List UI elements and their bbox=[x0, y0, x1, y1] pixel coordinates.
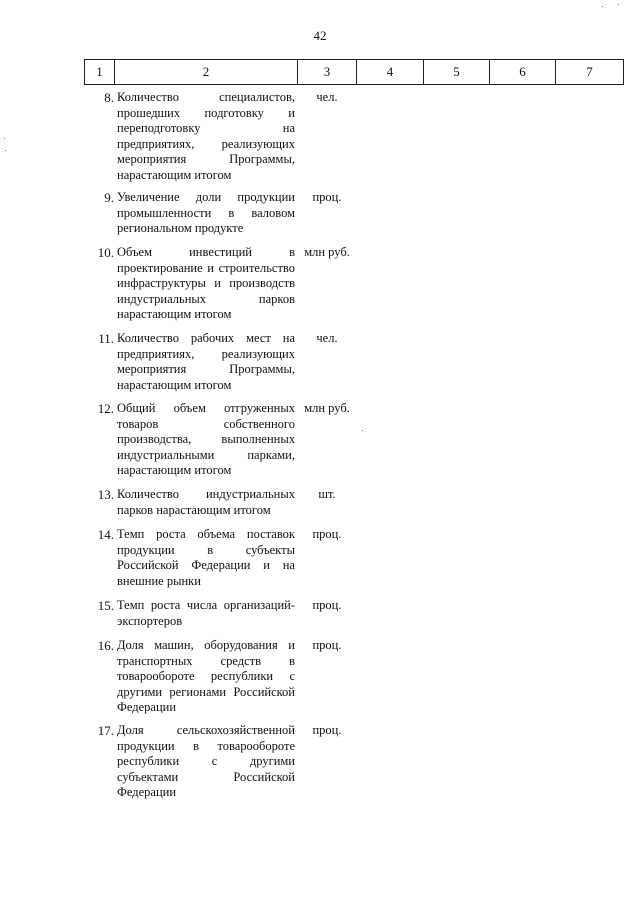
table-header-row bbox=[84, 59, 624, 85]
indicator-name: Общий объем отгруженных товаров собственного производства, выполненных индустриальными парками, нарастающим итогом bbox=[117, 401, 295, 477]
indicator-name: Объем инвестиций в проектирование и строительство инфраструктуры и производств индустриальных парков нарастающим итогом bbox=[117, 245, 295, 321]
header-col-2: 2 bbox=[115, 60, 298, 84]
unit-of-measure: млн руб. bbox=[304, 245, 350, 259]
unit-of-measure: млн руб. bbox=[304, 401, 350, 415]
scan-speck bbox=[4, 138, 5, 139]
indicator-name: Доля сельскохозяйственной продукции в товарообороте республики с другими субъектами Российской Федерации bbox=[117, 723, 295, 799]
unit-of-measure: проц. bbox=[312, 598, 342, 612]
indicator-name: Количество индустриальных парков нарастающим итогом bbox=[117, 487, 295, 517]
scan-speck bbox=[5, 150, 6, 151]
unit-of-measure: чел. bbox=[316, 331, 338, 345]
unit-of-measure: проц. bbox=[312, 190, 342, 204]
header-col-7: 7 bbox=[586, 64, 593, 79]
page-number: 42 bbox=[313, 28, 327, 43]
header-col-4: 4 bbox=[357, 60, 424, 84]
unit-of-measure: проц. bbox=[312, 638, 342, 652]
row-number: 8. bbox=[104, 90, 114, 105]
row-number: 13. bbox=[97, 487, 114, 502]
row-number: 17. bbox=[97, 723, 114, 738]
indicator-name: Увеличение доли продукции промышленности в валовом региональном продукте bbox=[117, 190, 295, 235]
scan-speck bbox=[362, 430, 363, 431]
scan-speck bbox=[602, 6, 603, 7]
header-col-6: 6 bbox=[490, 60, 556, 84]
row-number: 12. bbox=[97, 401, 114, 416]
unit-of-measure: проц. bbox=[312, 723, 342, 737]
indicator-name: Темп роста числа организаций-экспортеров bbox=[117, 598, 295, 628]
indicator-name: Количество рабочих мест на предприятиях, реализующих мероприятия Программы, нарастающим итогом bbox=[117, 331, 295, 392]
header-col-1: 1 bbox=[85, 60, 115, 84]
row-number: 16. bbox=[97, 638, 114, 653]
indicator-name: Количество специалистов, прошедших подготовку и переподготовку на предприятиях, реализующих мероприятия Программы, нарастающим итогом bbox=[117, 90, 295, 182]
scan-speck bbox=[618, 4, 619, 5]
header-col-5: 5 bbox=[424, 60, 490, 84]
row-number: 10. bbox=[97, 245, 114, 260]
unit-of-measure: шт. bbox=[318, 487, 336, 501]
header-col-3: 3 bbox=[298, 60, 357, 84]
row-number: 11. bbox=[98, 331, 114, 346]
row-number: 14. bbox=[97, 527, 114, 542]
indicator-name: Доля машин, оборудования и транспортных средств в товарообороте республики с другими регионами Российской Федерации bbox=[117, 638, 295, 714]
unit-of-measure: проц. bbox=[312, 527, 342, 541]
row-number: 15. bbox=[97, 598, 114, 613]
indicator-name: Темп роста объема поставок продукции в субъекты Российской Федерации и на внешние рынки bbox=[117, 527, 295, 588]
row-number: 9. bbox=[104, 190, 114, 205]
unit-of-measure: чел. bbox=[316, 90, 338, 104]
